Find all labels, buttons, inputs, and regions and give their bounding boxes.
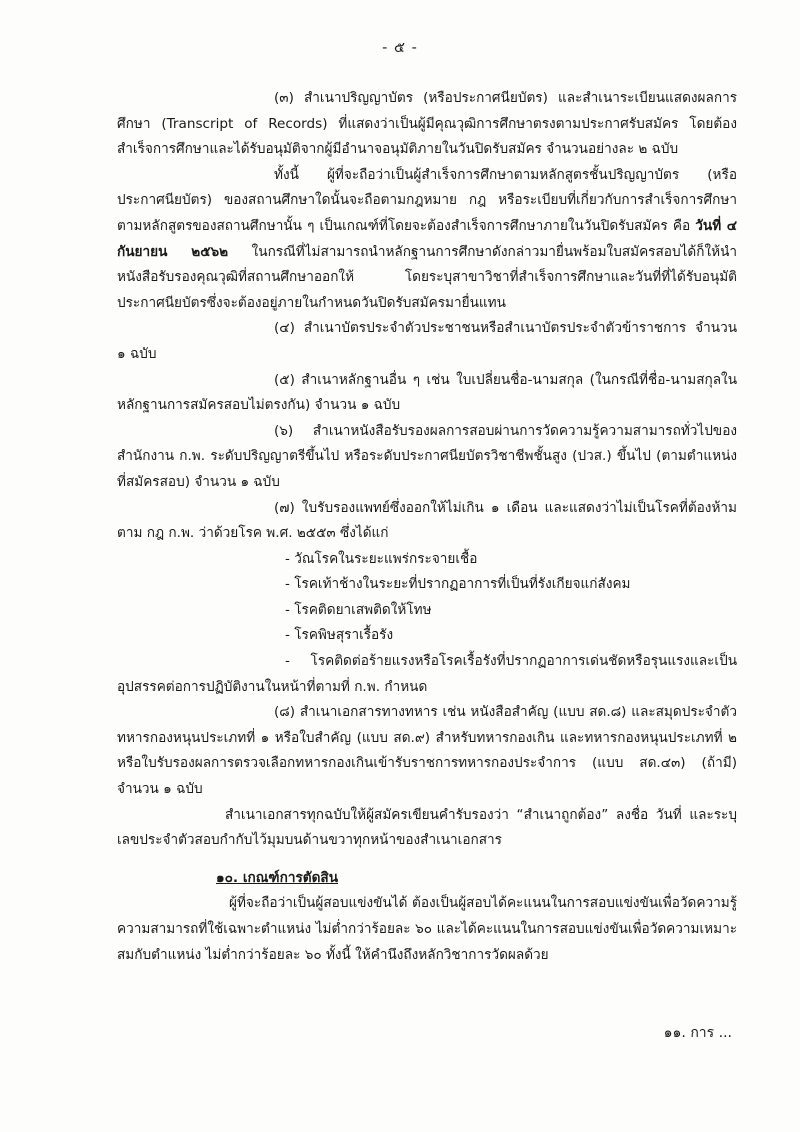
graduation-note [117, 163, 737, 317]
item-7: (๗) ใบรับรองแพทย์ซึ่งออกให้ไม่เกิน ๑ เดือน และแสดงว่าไม่เป็นโรคที่ต้องห้ามตาม กฎ ก.พ. ว่าด้วยโรค พ.ศ. ๒๕๕๓ ซึ่งได้แก่ [117, 499, 737, 542]
item-8: (๘) สำเนาเอกสารทางทหาร เช่น หนังสือสำคัญ (แบบ สด.๘) และสมุดประจำตัวทหารกองหนุนประเภทที่ ๑ หรือใบสำคัญ (แบบ สด.๙) สำหรับทหารกองเกิน และทหารกองหนุนประเภทที่ ๒ หรือใบรับรองผลการตรวจเลือกทหารกองเกินเข้ารับราชการทหารกองประจำการ (แบบ สด.๔๓) (ถ้ามี) จำนวน ๑ ฉบับ [117, 704, 737, 798]
item-3: (๓) สำเนาปริญญาบัตร (หรือประกาศนียบัตร) และสำเนาระเบียนแสดงผลการศึกษา (Transcript of Records) ที่แสดงว่าเป็นผู้มีคุณวุฒิการศึกษาตรงตามประกาศรับสมัคร โดยต้องสำเร็จการศึกษาและได้รับอนุมัติจากผู้มีอำนาจอนุมัติภายในวันปิดรับสมัคร จำนวนอย่างละ ๒ ฉบับ [117, 90, 737, 158]
item-6: (๖) สำเนาหนังสือรับรองผลการสอบผ่านการวัดความรู้ความสามารถทั่วไปของสำนักงาน ก.พ. ระดับปริญญาตรีขึ้นไป หรือระดับประกาศนียบัตรวิชาชีพชั้นสูง (ปวส.) ขึ้นไป (ตามตำแหน่งที่สมัครสอบ) จำนวน ๑ ฉบับ [117, 422, 737, 490]
disease-item: - โรคติดต่อร้ายแรงหรือโรคเรื้อรังที่ปรากฏอาการเด่นชัดหรือรุนแรงและเป็นอุปสรรคต่อการปฏิบัติงานในหน้าที่ตามที่ ก.พ. กำหนด [117, 653, 737, 695]
disease-item: - วัณโรคในระยะแพร่กระจายเชื้อ [285, 550, 478, 567]
disease-item: - โรคติดยาเสพติดให้โทษ [285, 601, 432, 618]
document-body [117, 86, 737, 968]
next-page-marker: ๑๑. การ ... [663, 1025, 732, 1041]
section-10-body: ผู้ที่จะถือว่าเป็นผู้สอบแข่งขันได้ ต้องเป็นผู้สอบได้คะแนนในการสอบแข่งขันเพื่อวัดความรู้ความสามารถที่ใช้เฉพาะตำแหน่ง ไม่ต่ำกว่าร้อยละ ๖๐ และได้คะแนนในการสอบแข่งขันเพื่อวัดความเหมาะสมกับตำแหน่ง ไม่ต่ำกว่าร้อยละ ๖๐ ทั้งนี้ ให้คำนึงถึงหลักวิชาการวัดผลด้วย [117, 895, 737, 963]
disease-item: - โรคเท้าช้างในระยะที่ปรากฏอาการที่เป็นที่รังเกียจแก่สังคม [285, 576, 631, 593]
page-number: - ๕ - [382, 40, 418, 56]
graduation-note-text: ทั้งนี้ ผู้ที่จะถือว่าเป็นผู้สำเร็จการศึกษาตามหลักสูตรชั้นปริญญาบัตร (หรือประกาศนียบัตร) ของสถานศึกษาใดนั้นจะถือตามกฎหมาย กฎ หรือระเบียบที่เกี่ยวกับการสำเร็จการศึกษาตามหลักสูตรของสถานศึกษานั้น ๆ เป็นเกณฑ์ที่โดยจะต้องสำเร็จการศึกษาภายในวันปิดรับสมัคร คือ [117, 166, 737, 234]
item-4: (๔) สำเนาบัตรประจำตัวประชาชนหรือสำเนาบัตรประจำตัวข้าราชการ จำนวน ๑ ฉบับ [117, 320, 737, 362]
deadline-date: วันที่ ๔ กันยายน ๒๕๖๒ [117, 217, 737, 260]
graduation-note-text-2: ในกรณีที่ไม่สามารถนำหลักฐานการศึกษาดังกล่าวมายื่นพร้อมใบสมัครสอบได้ก็ให้นำหนังสือรับรองคุณวุฒิที่สถานศึกษาออกให้ โดยระบุสาขาวิชาที่สำเร็จการศึกษาและวันที่ที่ได้รับอนุมัติประกาศนียบัตรซึ่งจะต้องอยู่ภายในกำหนดวันปิดรับสมัครมายื่นแทน [117, 243, 737, 311]
section-10-heading [117, 866, 737, 892]
section-10-heading-text: ๑๐. เกณฑ์การตัดสิน [216, 869, 339, 886]
disease-item: - โรคพิษสุราเรื้อรัง [285, 627, 394, 644]
item-5: (๕) สำเนาหลักฐานอื่น ๆ เช่น ใบเปลี่ยนชื่อ-นามสกุล (ในกรณีที่ชื่อ-นามสกุลในหลักฐานการสมัครสอบไม่ตรงกัน) จำนวน ๑ ฉบับ [117, 371, 737, 414]
certify-note: สำเนาเอกสารทุกฉบับให้ผู้สมัครเขียนคำรับรองว่า “สำเนาถูกต้อง” ลงชื่อ วันที่ และระบุเลขประจำตัวสอบกำกับไว้มุมบนด้านขวาทุกหน้าของสำเนาเอกสาร [117, 806, 737, 849]
